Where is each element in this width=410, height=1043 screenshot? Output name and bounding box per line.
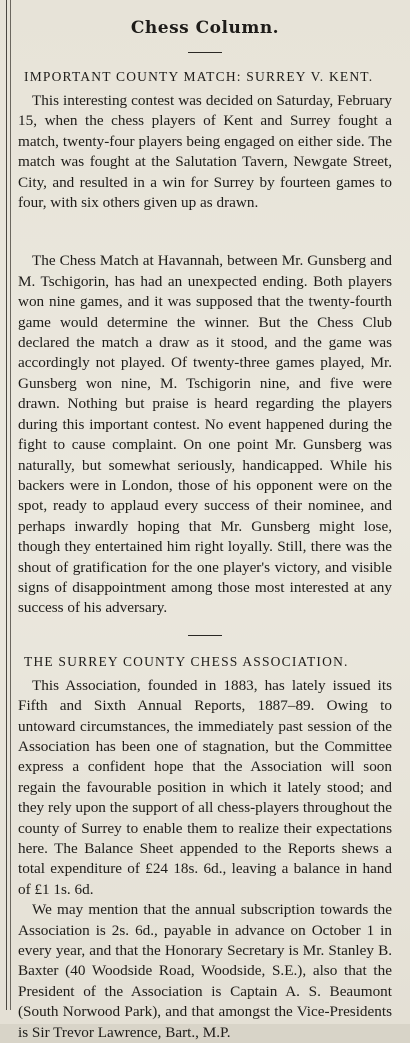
article-heading: IMPORTANT COUNTY MATCH: SURREY V. KENT. bbox=[24, 69, 374, 84]
title-divider bbox=[188, 52, 222, 53]
article-paragraph: This Association, founded in 1883, has lately issued its Fifth and Sixth Annual Reports, 1887–89. Owing to untoward circumstances, the immediately past session of the Association has been one of stagnation, but the Committee express a confident hope that the Association will soon regain the favourable position in which it lately stood; and they rely upon the support of all chess-players throughout the county of Surrey to enable them to realize their expectations here. The Balance Sheet appended to the Reports shews a total expenditure of £24 18s. 6d., leaving a balance in hand of £1 1s. 6d. bbox=[18, 676, 392, 898]
article-paragraph: The Chess Match at Havannah, between Mr. Gunsberg and M. Tschigorin, has had an unexpected ending. Both players won nine games, and it was supposed that the twenty-fourth game would determine the winner. But the Chess Club declared the match a draw as it stood, and the game was accordingly not played. Of twenty-three games played, Mr. Gunsberg won nine, M. Tschigorin nine, and five were drawn. Nothing but praise is heard regarding the players during this important contest. No event happened during the fight to cause complaint. On one point Mr. Gunsberg was naturally, but somewhat seriously, handicapped. While his backers were in London, those of his opponent were on the spot, ready to applaud every success of their nominee, and perhaps inwardly hoping that Mr. Gunsberg might lose, though they entertained him right loyally. Still, there was the shout of gratification for the one player's victory, and visible signs of disappointment among those most interested at any success of his adversary. bbox=[18, 252, 392, 617]
article-heading: THE SURREY COUNTY CHESS ASSOCIATION. bbox=[24, 653, 349, 669]
article-paragraph: We may mention that the annual subscription towards the Association is 2s. 6d., payable in advance on October 1 in every year, and that the Honorary Secretary is Mr. Stanley B. Baxter (40 Woodside Road, Woodside, S.E.), also that the President of the Association is Captain A. S. Beaumont (South Norwood Park), and that amongst the Vice-Presidents is Sir Trevor Lawrence, Bart., M.P. bbox=[18, 901, 392, 1041]
section-divider bbox=[188, 635, 222, 636]
spacer bbox=[18, 213, 392, 251]
column-border-rule-inner bbox=[10, 0, 11, 1010]
chess-column bbox=[18, 10, 392, 1043]
article-paragraph: This interesting contest was decided on Saturday, February 15, when the chess players of Kent and Surrey fought a match, twenty-four players being engaged on either side. The match was fought at the Salutation Tavern, Newgate Street, City, and resulted in a win for Surrey by fourteen games to four, with six others given up as drawn. bbox=[18, 92, 392, 212]
column-border-rule bbox=[6, 0, 7, 1010]
article-surrey-association bbox=[18, 654, 392, 1043]
article-havannah-match bbox=[18, 251, 392, 618]
article-county-match bbox=[18, 69, 392, 213]
column-title: Chess Column. bbox=[130, 18, 280, 38]
